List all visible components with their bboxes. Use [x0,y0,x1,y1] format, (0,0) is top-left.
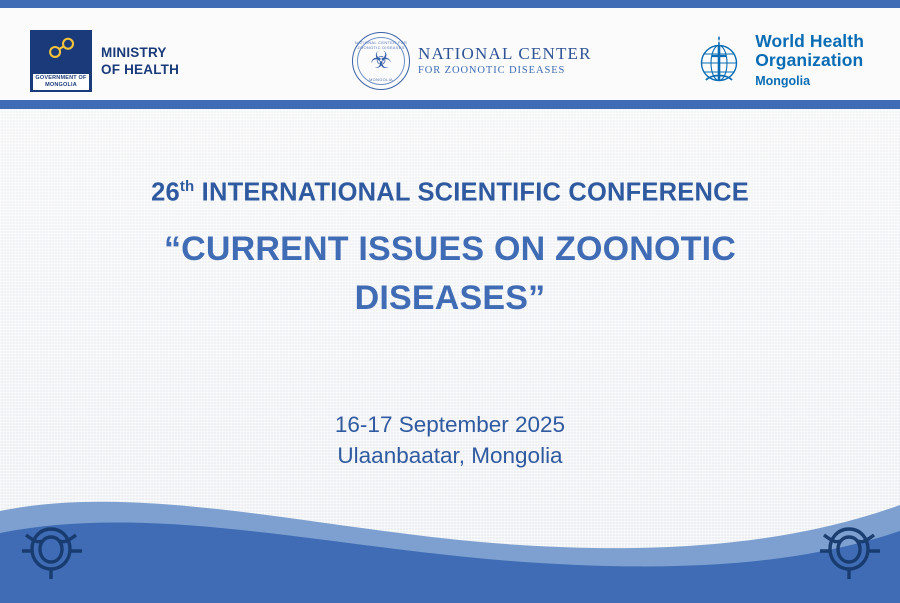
seal-arc-top-text: NATIONAL CENTER FOR ZOONOTIC DISEASES [354,40,408,50]
conference-theme-line-1: “CURRENT ISSUES ON ZOONOTIC [163,229,737,268]
header-divider-bar [0,100,900,109]
conference-theme-line-2: DISEASES” [354,278,546,317]
national-center-seal-icon [352,32,410,90]
seal-arc-bottom-text: MONGOLIA [369,77,393,82]
ministry-line-1: MINISTRY [101,45,167,60]
biohazard-icon: ☣ [370,47,392,74]
logo-world-health-organization [692,28,864,94]
logo-ministry-of-health [30,30,179,92]
national-center-label [418,44,592,78]
logo-national-center-zoonotic-diseases [352,32,592,90]
who-line-1: World Health [755,31,864,51]
national-center-line-2: FOR ZOONOTIC DISEASES [418,65,566,76]
government-of-mongolia-label: GOVERNMENT OF MONGOLIA [33,74,89,90]
conference-ordinal: th [179,178,195,195]
conference-title-text: INTERNATIONAL SCIENTIFIC CONFERENCE [194,178,749,207]
event-date: 16-17 September 2025 [334,412,566,437]
top-accent-bar [0,0,900,8]
title-block [0,171,900,323]
slide-header [0,8,900,100]
conference-theme [0,225,900,323]
who-label [755,32,864,90]
ministry-line-2: OF HEALTH [101,62,180,77]
ornament-left-knot-icon [14,521,88,583]
slide-body [0,109,900,603]
conference-number: 26 [151,178,180,207]
soyombo-glyph: ☍ [47,33,75,64]
who-line-2: Organization [755,50,864,70]
who-emblem-icon [692,34,746,88]
event-location: Ulaanbaatar, Mongolia [337,443,563,468]
conference-title-line [0,171,900,209]
ornament-right-knot-icon [812,521,886,583]
national-center-line-1: NATIONAL CENTER [418,44,592,63]
who-country-label: Mongolia [755,74,811,88]
soyombo-emblem-icon [30,30,92,92]
bottom-wave-decoration [0,393,900,603]
ministry-of-health-label [101,44,179,78]
